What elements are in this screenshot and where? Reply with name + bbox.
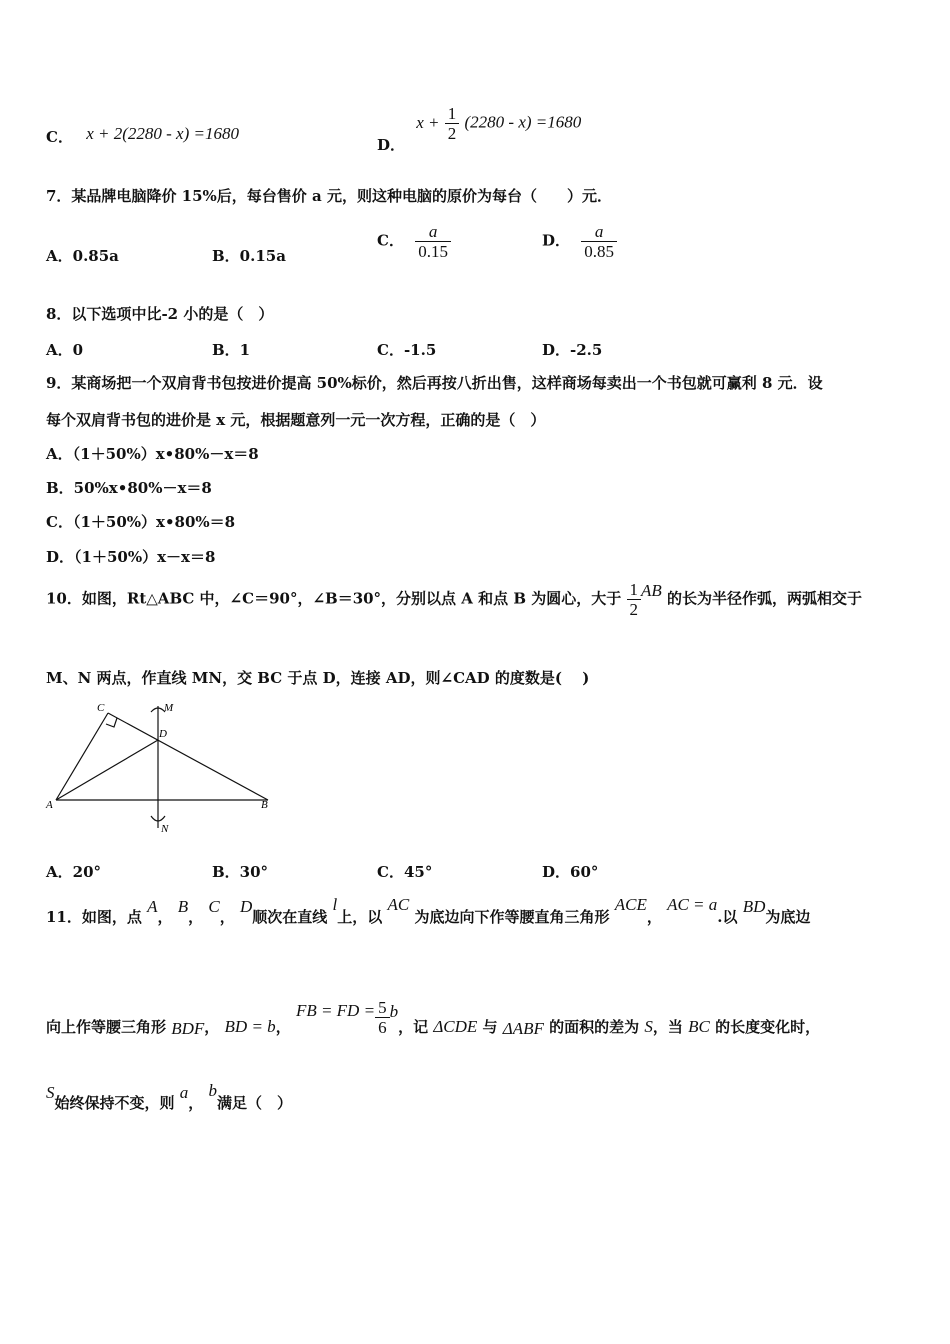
q11-s: S (644, 1016, 653, 1036)
q7-option-d-num: a (594, 222, 604, 241)
q11-line3 (46, 1081, 293, 1113)
q7-option-c-num: a (428, 222, 438, 241)
q11-text-4: 为底边向下作等腰直角三角形 (414, 908, 610, 926)
q11-ac: AC (387, 895, 410, 914)
q11-point-b: B (177, 897, 189, 916)
segment-ac (56, 713, 108, 800)
q7-option-d (542, 222, 617, 261)
q11-five-sixths (375, 998, 390, 1037)
q11-l3-comma: ， (188, 1094, 204, 1112)
q8-stem: 8．以下选项中比-2 小的是（ ） (46, 305, 274, 323)
q11-l3-s: S (46, 1083, 55, 1102)
q9-stem-line1: 9．某商场把一个双肩背书包按进价提高 50%标价，然后再按八折出售，这样商场每卖出一个书包就可赢利 8 元．设 (46, 374, 823, 392)
q6-option-d-fraction (445, 104, 460, 143)
q8-option-d: D．-2.5 (542, 341, 603, 359)
q11-ace: ACE (614, 895, 647, 914)
label-a: A (46, 799, 53, 811)
q8-option-c: C．-1.5 (377, 341, 437, 359)
q11-text-2: 顺次在直线 (252, 908, 328, 926)
q7-option-c-den: 0.15 (415, 241, 451, 261)
label-m: M (164, 702, 174, 714)
q11-line2 (46, 990, 821, 1038)
q7-option-d-den: 0.85 (581, 241, 617, 261)
q11-frac-den: 6 (375, 1017, 390, 1037)
label-b: B (261, 799, 268, 811)
q6-option-d-frac-num: 1 (447, 104, 457, 123)
q11-l2-comma-1: ， (204, 1017, 220, 1036)
q11-bd-eq-b: BD = b (224, 1016, 276, 1036)
q11-text-3: 上，以 (337, 908, 383, 926)
q10-triangle-figure (40, 698, 280, 838)
q7-option-a: A．0.85a (46, 247, 119, 265)
q10-option-d: D．60° (542, 863, 599, 881)
q9-option-d: D．（1＋50%）x－x＝8 (46, 548, 216, 566)
q11-point-c: C (208, 897, 220, 916)
q11-comma-4: ， (646, 908, 662, 926)
q8-option-a: A．0 (46, 341, 84, 359)
q11-l2-text-5: ，当 (652, 1017, 683, 1036)
q11-text-1: 11．如图，点 (46, 908, 142, 926)
q11-text-5: .以 (717, 908, 738, 926)
segment-ad (56, 740, 158, 800)
q11-point-d: D (239, 897, 253, 916)
q11-text-6: 为底边 (765, 908, 811, 926)
q6-option-d-pre: x + (416, 112, 440, 132)
q10-half-fraction (627, 580, 642, 619)
q11-point-a: A (147, 897, 158, 916)
label-d: D (159, 728, 167, 740)
q10-frac-den: 2 (627, 599, 642, 619)
q6-option-d-label: D． (377, 135, 406, 154)
q11-l3-text-2: 满足（ ） (217, 1094, 293, 1112)
q10-stem-line2: M、N 两点，作直线 MN，交 BC 于点 D，连接 AD，则∠CAD 的度数是( ) (46, 669, 590, 687)
q7-option-b: B．0.15a (212, 247, 286, 265)
q11-var-a: a (179, 1083, 189, 1102)
q10-frac-ab: AB (641, 580, 662, 600)
q6-option-d-frac-den: 2 (445, 123, 460, 143)
q10-option-c: C．45° (377, 863, 433, 881)
q7-option-c-label: C． (377, 231, 404, 250)
q11-l2-text-1: 向上作等腰三角形 (46, 1017, 167, 1036)
q9-option-b: B．50%x•80%－x＝8 (46, 479, 212, 497)
q11-bd: BD (742, 897, 766, 916)
q11-ac-eq-a: AC = a (667, 895, 718, 914)
q11-l2-text-3: 与 (482, 1017, 498, 1036)
q11-comma-2: ， (188, 908, 204, 926)
q11-triangle-cde: ΔCDE (433, 1016, 478, 1036)
q8-option-b: B．1 (212, 341, 251, 359)
q7-option-d-fraction (581, 222, 617, 261)
q11-triangle-abf: ΔABF (502, 1018, 544, 1038)
q6-option-d (377, 104, 582, 154)
q9-stem-line2: 每个双肩背书包的进价是 x 元，根据题意列一元一次方程，正确的是（ ） (46, 411, 546, 429)
q11-fb-fd: FB = FD = (295, 1000, 376, 1020)
q11-comma-1: ， (157, 908, 173, 926)
label-c: C (97, 702, 105, 714)
q9-option-a: A．（1＋50%）x•80%－x＝8 (46, 445, 259, 463)
q11-frac-num: 5 (378, 998, 387, 1017)
q6-option-c-expr: x + 2(2280 - x) =1680 (86, 124, 239, 143)
q7-stem: 7．某品牌电脑降价 15%后，每台售价 a 元，则这种电脑的原价为每台（ ）元． (46, 187, 612, 205)
segment-cb (108, 713, 268, 800)
q11-l2-text-2: ，记 (398, 1017, 429, 1036)
q7-option-c (377, 222, 451, 261)
q6-option-d-post: (2280 - x) =1680 (464, 112, 582, 132)
q11-var-b: b (208, 1081, 217, 1100)
label-n: N (161, 823, 169, 835)
q6-option-c-label: C． (46, 128, 73, 146)
q10-option-a: A．20° (46, 863, 102, 881)
q11-line1 (46, 895, 811, 927)
q7-option-d-label: D． (542, 231, 571, 250)
q11-bdf: BDF (171, 1018, 205, 1038)
q11-comma-3: ， (219, 908, 235, 926)
q10-option-b: B．30° (212, 863, 269, 881)
q10-stem-line1 (46, 580, 862, 619)
q11-l2-comma-2: ， (275, 1017, 291, 1036)
q11-frac-b: b (389, 1001, 399, 1021)
q9-option-c: C．（1＋50%）x•80%＝8 (46, 513, 236, 531)
q11-l2-text-4: 的面积的差为 (549, 1017, 640, 1036)
q11-line-l: l (332, 895, 338, 914)
q10-stem-pre: 10．如图，Rt△ABC 中，∠C＝90°，∠B＝30°，分别以点 A 和点 B 为圆心，大于 (46, 589, 622, 608)
q10-stem-post: 的长为半径作弧，两弧相交于 (667, 589, 863, 608)
q11-bc: BC (688, 1016, 710, 1036)
q7-option-c-fraction (415, 222, 451, 261)
q10-frac-num: 1 (629, 580, 639, 599)
q11-l2-text-6: 的长度变化时， (715, 1017, 821, 1036)
q6-option-c (46, 126, 239, 147)
q11-l3-text-1: 始终保持不变，则 (54, 1094, 175, 1112)
right-angle-mark (106, 718, 117, 727)
